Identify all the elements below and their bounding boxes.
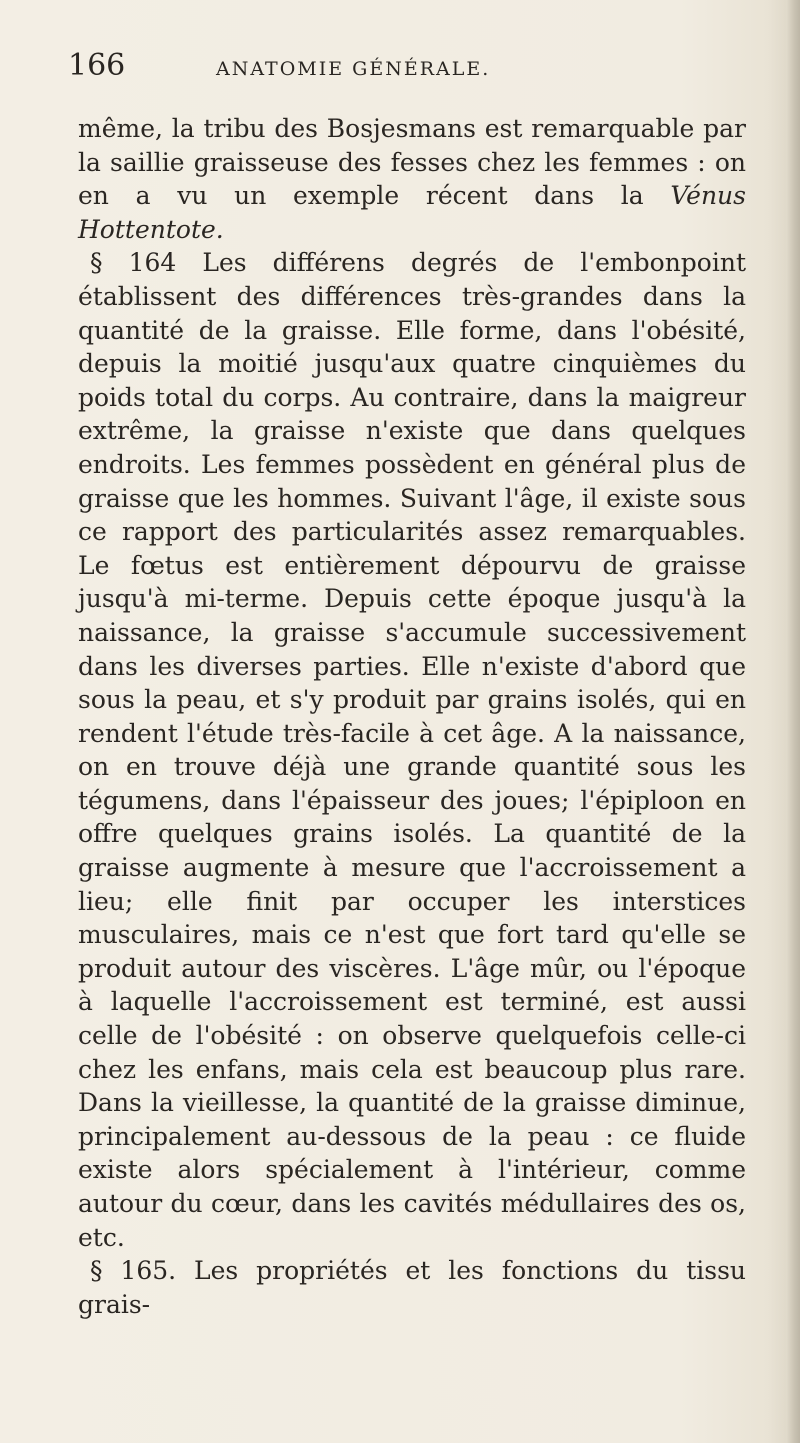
- paragraph-text: même, la tribu des Bosjesmans est remarquable par la saillie graisseuse des fesses chez les femmes : on en a vu un exemple récent dans la: [78, 114, 746, 211]
- emphasis-text: Vénus Hottentote.: [78, 181, 746, 244]
- page-number: 166: [68, 48, 126, 83]
- paragraph-continuation: [78, 112, 746, 246]
- paragraph-section-164: [78, 246, 746, 1254]
- page-edge: [786, 0, 800, 1443]
- paragraph-section-165: [78, 1254, 746, 1321]
- paragraph-text: § 164 Les différens degrés de l'embonpoint établissent des différences très-grandes dans la quantité de la graisse. Elle forme, dans l'obésité, depuis la moitié jusqu'aux quatre cinquièmes du poids total du corps. Au contraire, dans la maigreur extrême, la graisse n'existe que dans quelques endroits. Les femmes possèdent en général plus de graisse que les hommes. Suivant l'âge, il existe sous ce rapport des particularités assez remarquables. Le fœtus est entièrement dépourvu de graisse jusqu'à mi-terme. Depuis cette époque jusqu'à la naissance, la graisse s'accumule successivement dans les diverses parties. Elle n'existe d'abord que sous la peau, et s'y produit par grains isolés, qui en rendent l'étude très-facile à cet âge. A la naissance, on en trouve déjà une grande quantité sous les tégumens, dans l'épaisseur des joues; l'épiploon en offre quelques grains isolés. La quantité de la graisse augmente à mesure que l'accroissement a lieu; elle finit par occuper les interstices musculaires, mais ce n'est que fort tard qu'elle se produit autour des viscères. L'âge mûr, ou l'époque à laquelle l'accroissement est terminé, est aussi celle de l'obésité : on observe quelquefois celle-ci chez les enfans, mais cela est beaucoup plus rare. Dans la vieillesse, la quantité de la graisse diminue, principalement au-dessous de la peau : ce fluide existe alors spécialement à l'intérieur, comme autour du cœur, dans les cavités médullaires des os, etc.: [78, 248, 746, 1252]
- running-head: ANATOMIE GÉNÉRALE.: [216, 58, 491, 80]
- page-header: [68, 44, 728, 88]
- body-text: [78, 112, 746, 1321]
- paragraph-text: § 165. Les propriétés et les fonctions du tissu grais-: [78, 1256, 746, 1319]
